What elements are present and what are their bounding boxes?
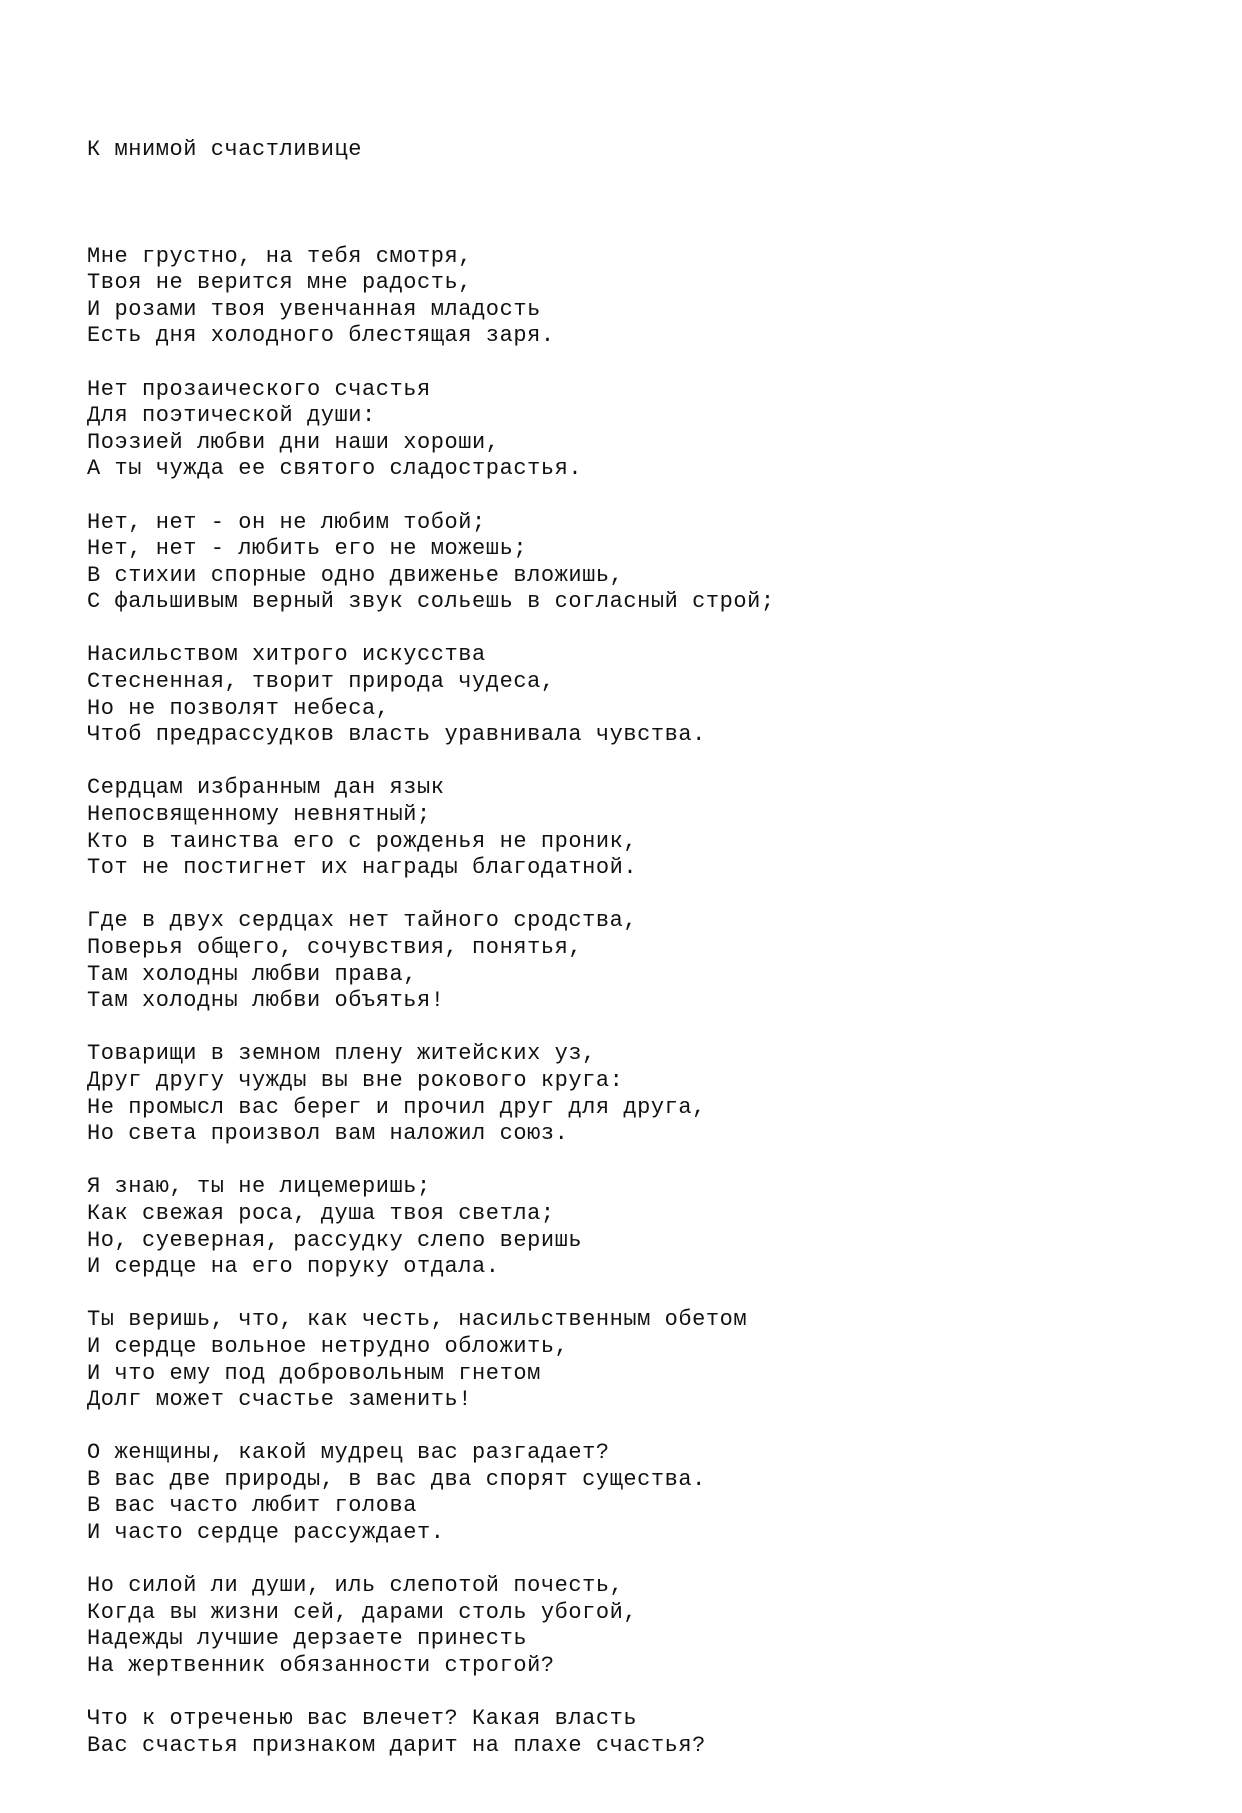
poem-line: Не промысл вас берег и прочил друг для друга, <box>87 1094 706 1120</box>
poem-line: Есть дня холодного блестящая заря. <box>87 323 555 349</box>
poem-line: Для поэтической души: <box>87 403 376 429</box>
poem-line: И сердце вольное нетрудно обложить, <box>87 1333 569 1359</box>
poem-stanza <box>87 1174 775 1280</box>
poem-stanza <box>87 908 775 1014</box>
poem-line: Но, суеверная, рассудку слепо веришь <box>87 1227 583 1253</box>
poem-line: Там холодны любви объятья! <box>87 988 445 1014</box>
poem-stanza <box>87 775 775 881</box>
poem-line: Стесненная, творит природа чудеса, <box>87 669 555 695</box>
poem-line: В вас две природы, в вас два спорят существа. <box>87 1466 706 1492</box>
poem-line: Тот не постигнет их награды благодатной. <box>87 855 638 881</box>
poem-stanza <box>87 1041 775 1147</box>
poem-line: Но силой ли души, иль слепотой почесть, <box>87 1573 624 1599</box>
poem-stanza <box>87 510 775 616</box>
poem-line: И часто сердце рассуждает. <box>87 1520 445 1546</box>
poem-line: Вас счастья признаком дарит на плахе счастья? <box>87 1732 706 1758</box>
poem-stanza <box>87 377 775 483</box>
poem-line: Кто в таинства его с рожденья не проник, <box>87 828 638 854</box>
poem-stanza <box>87 244 775 350</box>
poem-stanza <box>87 1573 775 1679</box>
poem-line: Сердцам избранным дан язык <box>87 775 445 801</box>
poem-line: Непосвященному невнятный; <box>87 802 431 828</box>
poem-line: Ты веришь, что, как честь, насильственным обетом <box>87 1307 748 1333</box>
poem-line: Но не позволят небеса, <box>87 695 390 721</box>
poem-line: На жертвенник обязанности строгой? <box>87 1653 555 1679</box>
poem-line: О женщины, какой мудрец вас разгадает? <box>87 1440 610 1466</box>
poem-line: С фальшивым верный звук сольешь в согласный строй; <box>87 589 775 615</box>
poem-line: И розами твоя увенчанная младость <box>87 296 541 322</box>
poem-line: В стихии спорные одно движенье вложишь, <box>87 562 624 588</box>
poem-line: Товарищи в земном плену житейских уз, <box>87 1041 596 1067</box>
poem-line: Мне грустно, на тебя смотря, <box>87 243 473 269</box>
poem-line: Поверья общего, сочувствия, понятья, <box>87 935 583 960</box>
poem-line: Поэзией любви дни наши хороши, <box>87 429 500 455</box>
poem-line: Где в двух сердцах нет тайного сродства, <box>87 908 638 934</box>
poem-line: В вас часто любит голова <box>87 1493 418 1519</box>
poem-stanzas <box>87 244 775 1760</box>
poem-title: К мнимой счастливице <box>87 137 363 163</box>
poem-line: Нет, нет - он не любим тобой; <box>87 509 486 535</box>
poem-line: И сердце на его поруку отдала. <box>87 1254 500 1280</box>
poem-stanza <box>87 1440 775 1546</box>
poem-line: Друг другу чужды вы вне рокового круга: <box>87 1067 624 1093</box>
poem-text <box>87 84 775 1813</box>
poem-stanza <box>87 1307 775 1413</box>
poem-line: Я знаю, ты не лицемеришь; <box>87 1174 431 1200</box>
poem-line: Надежды лучшие дерзаете принесть <box>87 1626 528 1652</box>
poem-line: Долг может счастье заменить! <box>87 1387 473 1413</box>
poem-line: А ты чужда ее святого сладострастья. <box>87 456 583 482</box>
poem-line: И что ему под добровольным гнетом <box>87 1360 541 1386</box>
poem-line: Чтоб предрассудков власть уравнивала чувства. <box>87 722 706 748</box>
poem-line: Как свежая роса, душа твоя светла; <box>87 1200 555 1226</box>
poem-line: Нет, нет - любить его не можешь; <box>87 536 528 562</box>
poem-line: Но света произвол вам наложил союз. <box>87 1121 569 1147</box>
poem-stanza <box>87 642 775 748</box>
poem-line: Когда вы жизни сей, дарами столь убогой, <box>87 1599 638 1625</box>
poem-line: Что к отреченью вас влечет? Какая власть <box>87 1706 638 1732</box>
poem-line: Твоя не верится мне радость, <box>87 270 473 296</box>
poem-stanza <box>87 1706 775 1759</box>
poem-line: Нет прозаического счастья <box>87 376 431 402</box>
poem-line: Насильством хитрого искусства <box>87 642 486 668</box>
poem-line: Там холодны любви права, <box>87 961 418 987</box>
